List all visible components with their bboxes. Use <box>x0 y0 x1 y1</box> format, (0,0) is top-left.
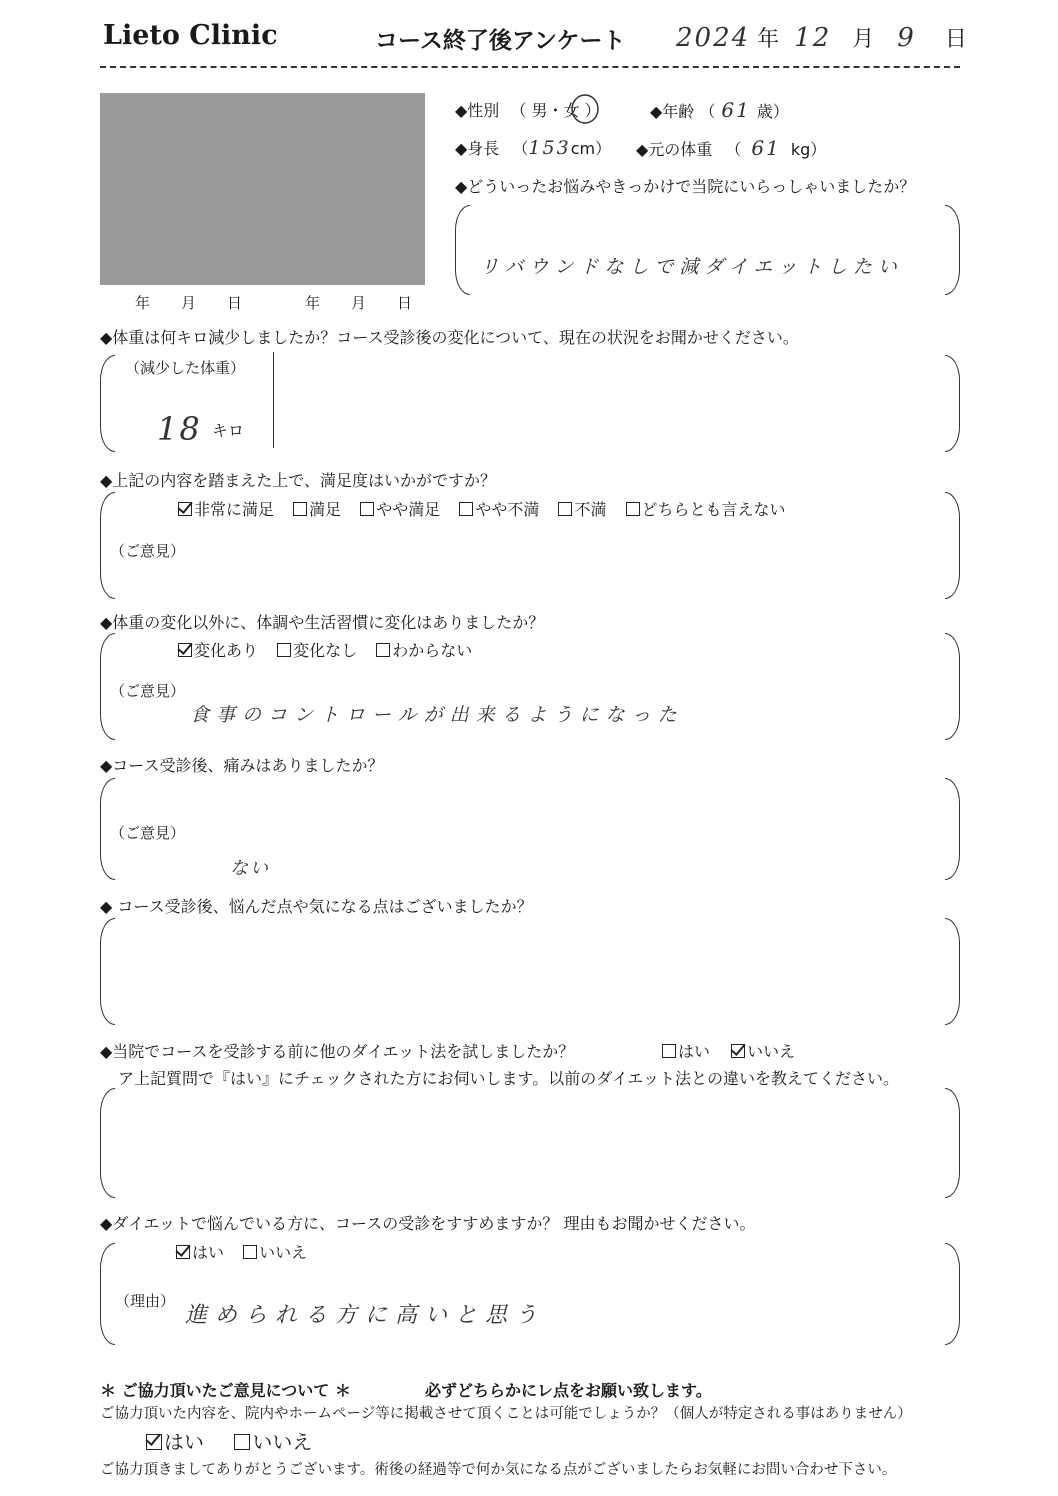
footer-heading: ＊ ご協力頂いたご意見について ＊ <box>100 1381 351 1400</box>
lifestyle-question: ◆体重の変化以外に、体調や生活習慣に変化はありましたか？ <box>100 613 545 632</box>
reason-bracket-left <box>455 205 470 295</box>
date-month: 12 <box>794 23 832 53</box>
weight-value: 61 <box>751 136 781 160</box>
satisfaction-bracket-right <box>945 492 960 599</box>
clinic-name: Lieto Clinic <box>103 20 278 51</box>
gender-value: （ 男・女 ） <box>510 101 601 120</box>
footer-notice: 必ずどちらかにレ点をお願い致します。 <box>425 1381 712 1400</box>
satisfaction-question: ◆上記の内容を踏まえた上で、満足度はいかがですか？ <box>100 471 496 490</box>
other-diet-bracket-right <box>945 1088 960 1198</box>
checkbox-icon[interactable] <box>558 502 572 516</box>
other-diet-options <box>662 1039 795 1062</box>
checkbox-icon[interactable] <box>626 502 640 516</box>
weight-divider <box>273 352 274 448</box>
weight-label: ◆元の体重 <box>636 140 713 159</box>
age-label: ◆年齢 <box>650 102 695 121</box>
checkbox-icon[interactable] <box>243 1245 257 1259</box>
satisfaction-option[interactable]: 非常に満足 <box>178 500 274 519</box>
checkbox-checked-icon[interactable] <box>178 643 192 657</box>
age-value: 61 <box>721 98 751 122</box>
lifestyle-option[interactable]: 変化なし <box>277 641 357 660</box>
weight-question: ◆体重は何キロ減少しましたか？コース受診後の変化について、現在の状況をお聞かせください。 <box>100 328 799 347</box>
satisfaction-options <box>178 497 786 520</box>
other-diet-question: ◆当院でコースを受診する前に他のダイエット法を試しましたか？ <box>100 1042 575 1061</box>
checkbox-icon[interactable] <box>293 502 307 516</box>
date-day: 9 <box>897 23 916 53</box>
header-date <box>676 22 967 53</box>
survey-title: コース終了後アンケート <box>375 28 626 54</box>
satisfaction-option[interactable]: 不満 <box>558 500 606 519</box>
recommend-options <box>176 1240 307 1263</box>
weight-bracket-right <box>945 355 960 452</box>
checkbox-icon[interactable] <box>662 1044 676 1058</box>
recommend-question: ◆ダイエットで悩んでいる方に、コースの受診をすすめますか？ 理由もお聞かせください。 <box>100 1214 756 1233</box>
lifestyle-comment-label: （ご意見） <box>110 682 186 700</box>
before-after-photo <box>100 93 425 285</box>
concern-bracket-left <box>100 918 115 1025</box>
gender-label: ◆性別 <box>455 101 500 120</box>
photo-caption-left: 年 月 日 <box>135 294 251 312</box>
lifestyle-bracket-right <box>945 633 960 740</box>
lifestyle-option[interactable]: 変化あり <box>178 641 258 660</box>
permission-question: ご協力頂いた内容を、院内やホームページ等に掲載させて頂くことは可能でしょうか？（個人が特定される事はありません） <box>100 1406 912 1422</box>
checkbox-checked-icon[interactable] <box>731 1044 745 1058</box>
recommend-bracket-right <box>945 1243 960 1345</box>
weight-unit: kg <box>790 140 811 159</box>
checkbox-icon[interactable] <box>360 502 374 516</box>
recommend-reason-label: （理由） <box>115 1292 176 1310</box>
weight-lost-unit: キロ <box>212 421 245 440</box>
satisfaction-option[interactable]: やや不満 <box>459 500 539 519</box>
pain-bracket-right <box>945 778 960 880</box>
pain-comment-label: （ご意見） <box>110 824 186 842</box>
date-year-label: 年 <box>757 27 780 52</box>
pain-question: ◆コース受診後、痛みはありましたか？ <box>100 756 384 775</box>
other-diet-option-yes[interactable]: はい <box>662 1042 710 1061</box>
gender-circle-mark <box>568 92 602 128</box>
permission-options <box>146 1426 312 1455</box>
weight-lost-value: 18 <box>157 410 202 448</box>
pain-comment: ない <box>230 858 270 879</box>
checkbox-icon[interactable] <box>277 643 291 657</box>
date-day-label: 日 <box>944 27 967 52</box>
date-year: 2024 <box>676 23 751 53</box>
lifestyle-comment: 食事のコントロールが出来るようになった <box>190 704 684 726</box>
other-diet-option-no[interactable]: いいえ <box>731 1042 795 1061</box>
concern-question: ◆ コース受診後、悩んだ点や気になる点はございましたか？ <box>100 897 533 916</box>
other-diet-sub-question: ア上記質問で『はい』にチェックされた方にお伺いします。以前のダイエット法との違いを教えてください。 <box>118 1069 899 1088</box>
reason-question: ◆どういったお悩みやきっかけで当院にいらっしゃいましたか？ <box>455 177 916 196</box>
weight-row: ◆元の体重 （ 61 kg） <box>636 136 827 160</box>
weight-sub-label: （減少した体重） <box>125 359 246 377</box>
satisfaction-option[interactable]: 満足 <box>293 500 341 519</box>
height-label: ◆身長 <box>455 139 500 158</box>
photo-caption-right: 年 月 日 <box>305 294 421 312</box>
reason-bracket-right <box>945 205 960 295</box>
checkbox-icon[interactable] <box>459 502 473 516</box>
checkbox-checked-icon[interactable] <box>146 1434 162 1450</box>
reason-answer: リバウンドなしで減ダイエットしたい <box>480 256 903 278</box>
height-unit: cm <box>570 139 596 158</box>
date-month-label: 月 <box>852 27 875 52</box>
checkbox-checked-icon[interactable] <box>176 1245 190 1259</box>
checkbox-checked-icon[interactable] <box>178 502 192 516</box>
recommend-bracket-left <box>100 1243 115 1345</box>
header-divider <box>100 66 960 68</box>
checkbox-icon[interactable] <box>376 643 390 657</box>
concern-bracket-right <box>945 918 960 1025</box>
permission-option-yes[interactable]: はい <box>146 1430 204 1454</box>
other-diet-bracket-left <box>100 1088 115 1198</box>
permission-option-no[interactable]: いいえ <box>234 1430 312 1454</box>
lifestyle-option[interactable]: わからない <box>376 641 472 660</box>
recommend-reason: 進められる方に高いと思う <box>185 1303 546 1328</box>
footer-thanks: ご協力頂きましてありがとうございます。術後の経過等で何か気になる点がございましたらお気軽にお問い合わせ下さい。 <box>100 1462 897 1478</box>
recommend-option-yes[interactable]: はい <box>176 1243 224 1262</box>
satisfaction-option[interactable]: どちらとも言えない <box>626 500 786 519</box>
lifestyle-options <box>178 638 472 661</box>
age-unit: 歳 <box>756 102 773 121</box>
satisfaction-comment-label: （ご意見） <box>110 542 186 560</box>
age-row: ◆年齢 （ 61 歳） <box>650 98 789 122</box>
height-value: 153 <box>528 137 571 159</box>
height-row: ◆身長 （153cm） <box>455 137 612 159</box>
recommend-option-no[interactable]: いいえ <box>243 1243 307 1262</box>
weight-bracket-left <box>100 355 115 452</box>
satisfaction-option[interactable]: やや満足 <box>360 500 440 519</box>
checkbox-icon[interactable] <box>234 1434 250 1450</box>
